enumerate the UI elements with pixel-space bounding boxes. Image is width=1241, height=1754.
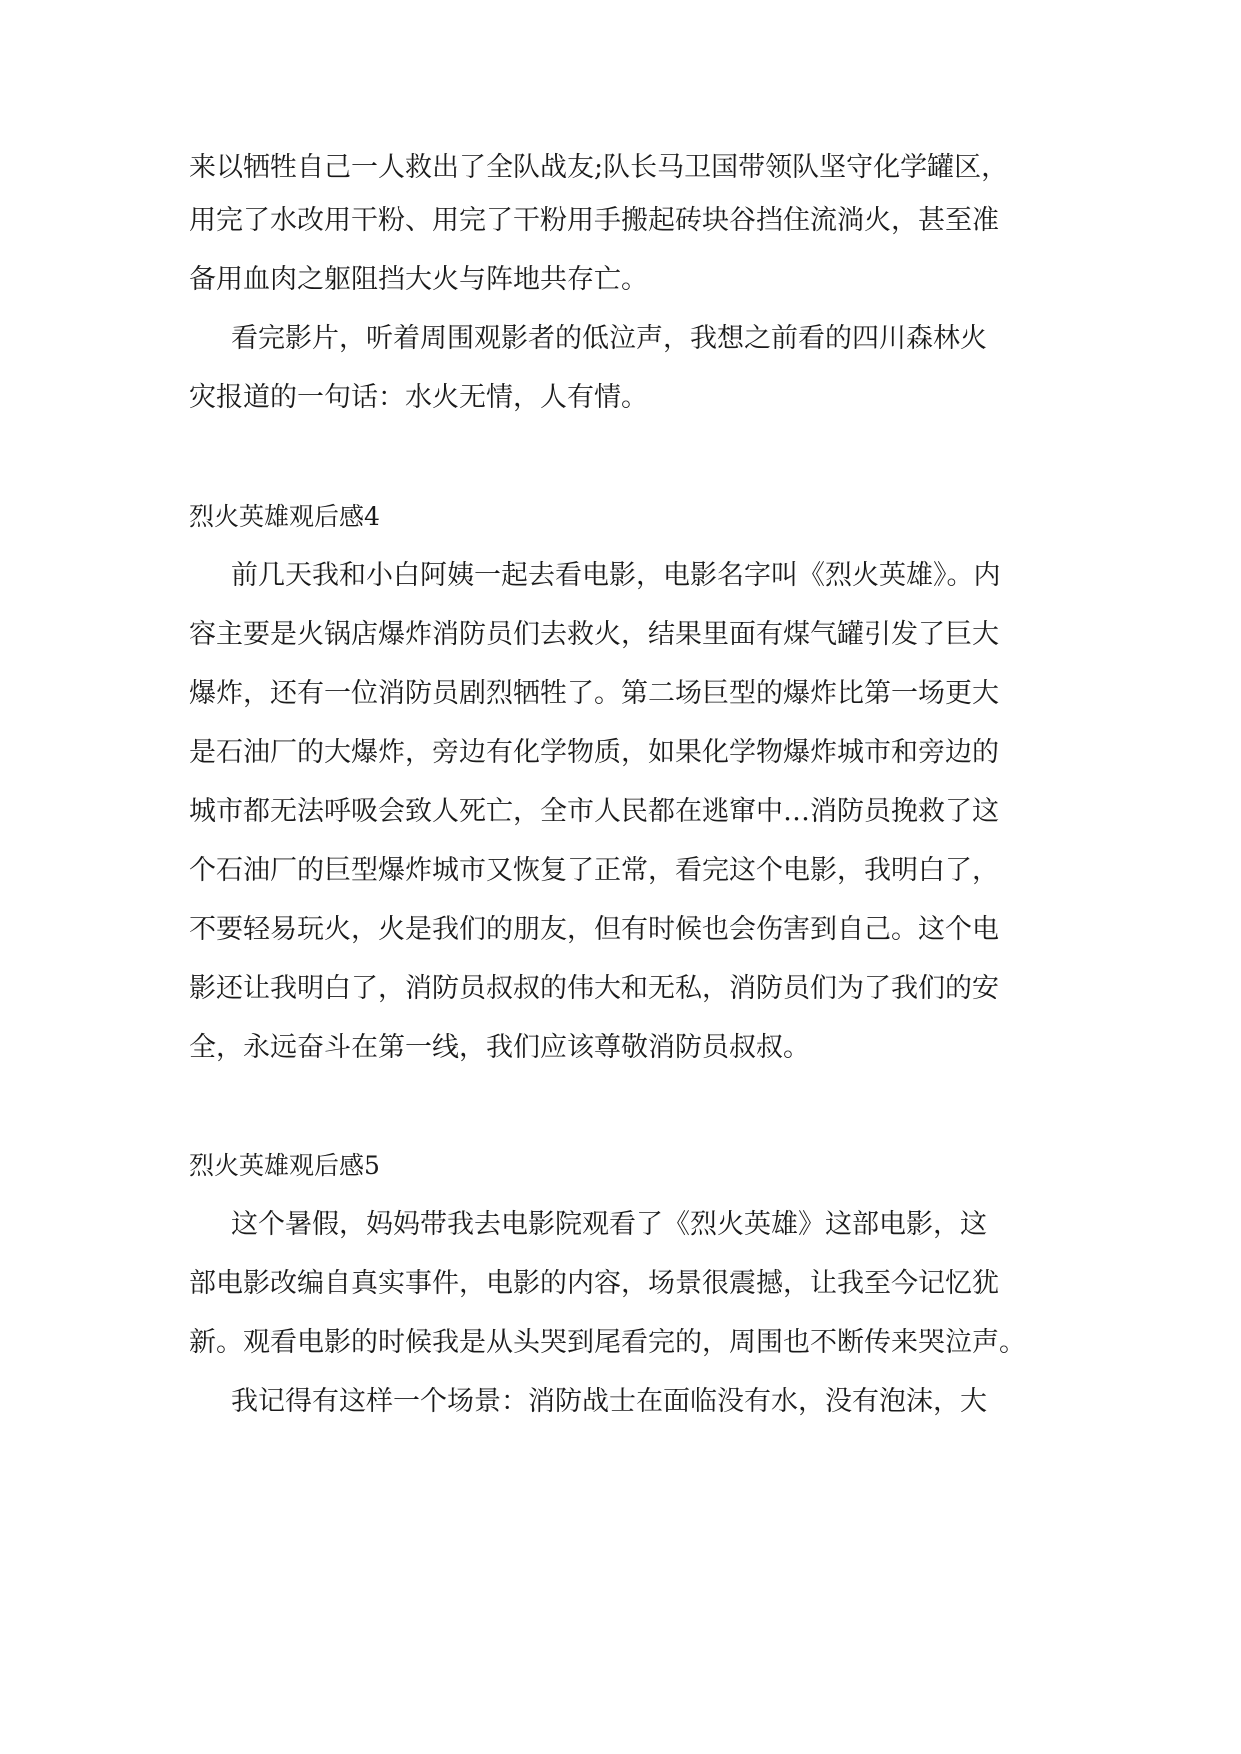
text-line: 前几天我和小白阿姨一起去看电影，电影名字叫《烈火英雄》。内: [231, 560, 1001, 591]
text-line: 部电影改编自真实事件，电影的内容，场景很震撼，让我至今记忆犹: [189, 1268, 999, 1299]
text-line: 个石油厂的巨型爆炸城市又恢复了正常，看完这个电影，我明白了，: [189, 855, 999, 886]
text-line: 全，永远奋斗在第一线，我们应该尊敬消防员叔叔。: [189, 1032, 810, 1063]
text-line: 影还让我明白了，消防员叔叔的伟大和无私，消防员们为了我们的安: [189, 973, 999, 1004]
text-line: 看完影片，听着周围观影者的低泣声，我想之前看的四川森林火: [231, 323, 987, 354]
text-line: 新。观看电影的时候我是从头哭到尾看完的，周围也不断传来哭泣声。: [189, 1327, 1026, 1358]
text-line: 不要轻易玩火，火是我们的朋友，但有时候也会伤害到自己。这个电: [189, 914, 999, 945]
text-line: 爆炸，还有一位消防员剧烈牺牲了。第二场巨型的爆炸比第一场更大: [189, 678, 999, 709]
text-line: 这个暑假，妈妈带我去电影院观看了《烈火英雄》这部电影，这: [231, 1209, 987, 1240]
section-heading: 烈火英雄观后感5: [189, 1151, 380, 1180]
text-line: 用完了水改用干粉、用完了干粉用手搬起砖块谷挡住流淌火，甚至准: [189, 205, 999, 236]
text-line: 城市都无法呼吸会致人死亡，全市人民都在逃窜中…消防员挽救了这: [189, 796, 999, 827]
text-line: 我记得有这样一个场景：消防战士在面临没有水，没有泡沫，大: [231, 1386, 987, 1417]
text-line: 来以牺牲自己一人救出了全队战友;队长马卫国带领队坚守化学罐区，: [189, 152, 1009, 183]
text-line: 是石油厂的大爆炸，旁边有化学物质，如果化学物爆炸城市和旁边的: [189, 737, 999, 768]
section-heading: 烈火英雄观后感4: [189, 502, 380, 531]
text-line: 备用血肉之躯阻挡大火与阵地共存亡。: [189, 264, 648, 295]
text-line: 灾报道的一句话：水火无情，人有情。: [189, 382, 648, 413]
text-line: 容主要是火锅店爆炸消防员们去救火，结果里面有煤气罐引发了巨大: [189, 619, 999, 650]
